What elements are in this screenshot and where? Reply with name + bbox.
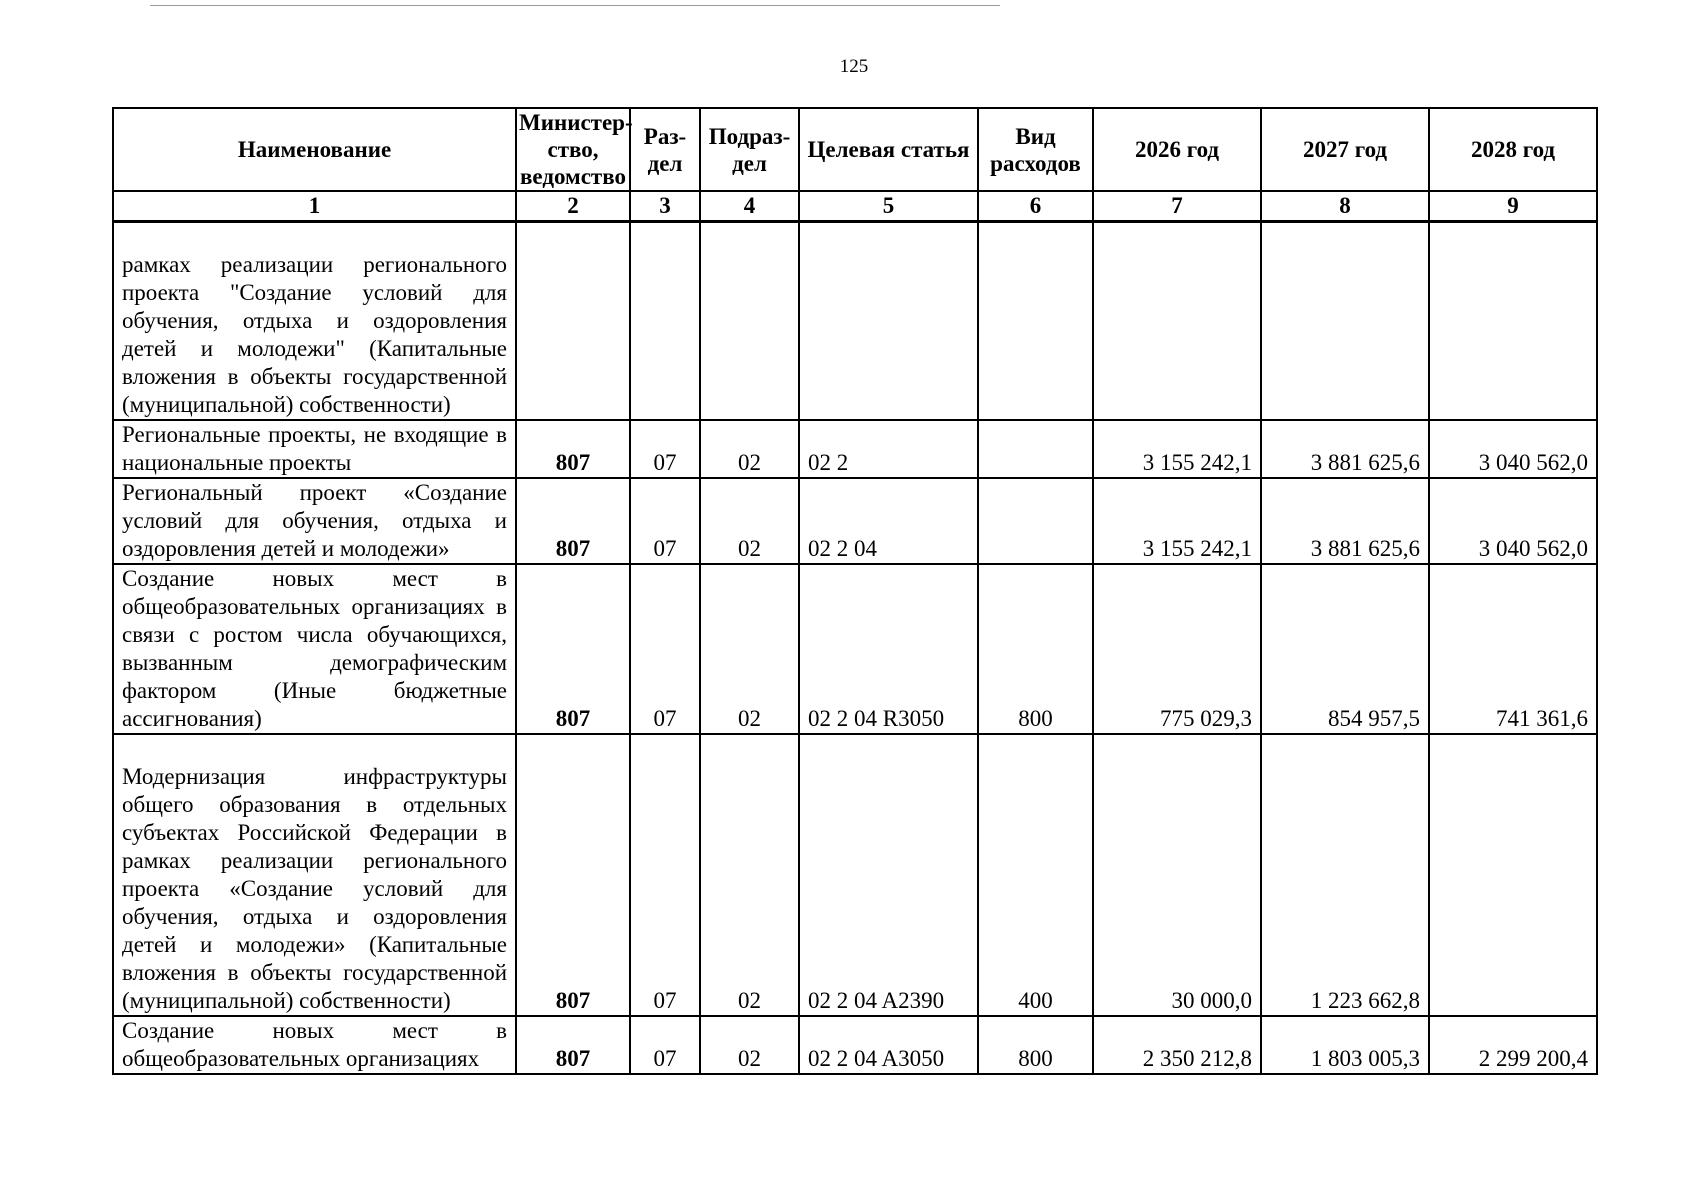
- header-target: Целевая статья: [799, 108, 978, 191]
- top-rule: [150, 5, 1000, 6]
- table-row: [113, 564, 1597, 734]
- column-number: 9: [1429, 191, 1597, 222]
- row-target: 02 2 04 A3050: [799, 1016, 978, 1074]
- row-2027: 854 957,5: [1261, 564, 1429, 734]
- row-2028: 2 299 200,4: [1429, 1016, 1597, 1074]
- row-section: 07: [630, 564, 700, 734]
- column-number-row: [113, 191, 1597, 222]
- header-name: Наименование: [113, 108, 516, 191]
- row-ministry: 807: [516, 564, 630, 734]
- row-name: Создание новых мест в общеобразовательных организациях в связи с ростом числа обучающихся, вызванным демографическим фактором (Иные бюджетные ассигнования): [113, 564, 516, 734]
- row-2028: [1429, 734, 1597, 1016]
- table-row: [113, 1016, 1597, 1074]
- row-target: 02 2 04 R3050: [799, 564, 978, 734]
- budget-table: [112, 107, 1598, 1075]
- header-2026: 2026 год: [1093, 108, 1261, 191]
- column-number: 5: [799, 191, 978, 222]
- header-expense-type: Вид расходов: [978, 108, 1093, 191]
- row-target: 02 2: [799, 420, 978, 478]
- table-row: [113, 222, 1597, 420]
- column-number: 7: [1093, 191, 1261, 222]
- column-number: 1: [113, 191, 516, 222]
- row-2027: 3 881 625,6: [1261, 478, 1429, 564]
- column-number: 8: [1261, 191, 1429, 222]
- row-name: Региональный проект «Создание условий для обучения, отдыха и оздоровления детей и молодежи»: [113, 478, 516, 564]
- page-number: 125: [839, 56, 869, 77]
- row-ministry: 807: [516, 478, 630, 564]
- column-number: 6: [978, 191, 1093, 222]
- row-2028: 741 361,6: [1429, 564, 1597, 734]
- row-ministry: 807: [516, 1016, 630, 1074]
- header-section: Раз-дел: [630, 108, 700, 191]
- row-subsection: 02: [700, 564, 799, 734]
- row-section: 07: [630, 734, 700, 1016]
- row-2026: 775 029,3: [1093, 564, 1261, 734]
- row-section: 07: [630, 478, 700, 564]
- row-section: [630, 222, 700, 420]
- row-name: Модернизация инфраструктуры общего образования в отдельных субъектах Российской Федерации в рамках реализации регионального проекта «Создание условий для обучения, отдыха и оздоровления детей и молодежи» (Капитальные вложения в объекты государственной (муниципальной) собственности): [113, 734, 516, 1016]
- table-row: [113, 420, 1597, 478]
- column-number: 4: [700, 191, 799, 222]
- row-expense-type: [978, 420, 1093, 478]
- row-subsection: [700, 222, 799, 420]
- row-section: 07: [630, 1016, 700, 1074]
- column-number: 3: [630, 191, 700, 222]
- column-number: 2: [516, 191, 630, 222]
- header-2027: 2027 год: [1261, 108, 1429, 191]
- row-2028: 3 040 562,0: [1429, 420, 1597, 478]
- row-2028: 3 040 562,0: [1429, 478, 1597, 564]
- row-2026: [1093, 222, 1261, 420]
- row-target: 02 2 04 A2390: [799, 734, 978, 1016]
- row-expense-type: 800: [978, 1016, 1093, 1074]
- row-2026: 3 155 242,1: [1093, 420, 1261, 478]
- row-section: 07: [630, 420, 700, 478]
- row-2026: 2 350 212,8: [1093, 1016, 1261, 1074]
- row-subsection: 02: [700, 420, 799, 478]
- row-expense-type: 400: [978, 734, 1093, 1016]
- row-name: Региональные проекты, не входящие в национальные проекты: [113, 420, 516, 478]
- row-2027: 1 803 005,3: [1261, 1016, 1429, 1074]
- row-ministry: 807: [516, 420, 630, 478]
- row-ministry: [516, 222, 630, 420]
- row-2028: [1429, 222, 1597, 420]
- row-subsection: 02: [700, 1016, 799, 1074]
- table-row: [113, 734, 1597, 1016]
- row-name: Создание новых мест в общеобразовательных организациях: [113, 1016, 516, 1074]
- row-2026: 3 155 242,1: [1093, 478, 1261, 564]
- header-2028: 2028 год: [1429, 108, 1597, 191]
- row-2027: [1261, 222, 1429, 420]
- row-2027: 1 223 662,8: [1261, 734, 1429, 1016]
- row-2026: 30 000,0: [1093, 734, 1261, 1016]
- row-2027: 3 881 625,6: [1261, 420, 1429, 478]
- header-ministry: Министер-ство, ведомство: [516, 108, 630, 191]
- row-ministry: 807: [516, 734, 630, 1016]
- row-expense-type: 800: [978, 564, 1093, 734]
- row-target: 02 2 04: [799, 478, 978, 564]
- table-row: [113, 478, 1597, 564]
- row-subsection: 02: [700, 478, 799, 564]
- row-expense-type: [978, 478, 1093, 564]
- header-row: [113, 108, 1597, 191]
- header-subsection: Подраз-дел: [700, 108, 799, 191]
- row-expense-type: [978, 222, 1093, 420]
- row-name: рамках реализации регионального проекта "Создание условий для обучения, отдыха и оздоровления детей и молодежи" (Капитальные вложения в объекты государственной (муниципальной) собственности): [113, 222, 516, 420]
- row-target: [799, 222, 978, 420]
- row-subsection: 02: [700, 734, 799, 1016]
